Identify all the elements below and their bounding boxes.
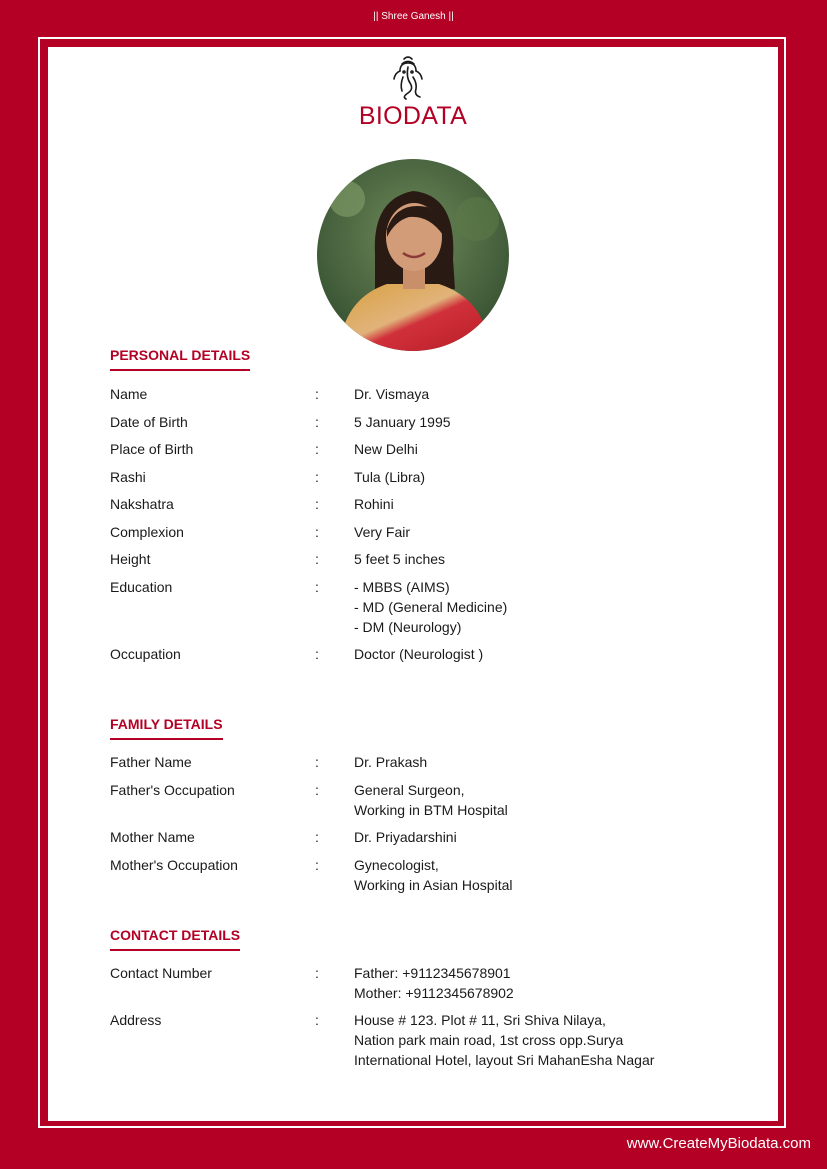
- value-line: New Delhi: [354, 441, 418, 457]
- family-detail-label: Father's Occupation: [110, 782, 235, 798]
- value-line: International Hotel, layout Sri MahanEsha Nagar: [354, 1052, 655, 1068]
- value-line: Dr. Vismaya: [354, 386, 430, 402]
- value-line: - MD (General Medicine): [354, 599, 508, 615]
- colon-separator: :: [315, 414, 319, 430]
- colon-separator: :: [315, 754, 319, 770]
- colon-separator: :: [315, 441, 319, 457]
- contact-detail-label: Address: [110, 1012, 162, 1028]
- personal-detail-value: [354, 494, 394, 514]
- personal-detail-value: [354, 522, 410, 542]
- personal-detail-value: [354, 549, 445, 569]
- colon-separator: :: [315, 524, 319, 540]
- value-line: Rohini: [354, 496, 394, 512]
- family-detail-label: Mother's Occupation: [110, 857, 238, 873]
- family-detail-value: [354, 752, 427, 772]
- colon-separator: :: [315, 551, 319, 567]
- family-detail-value: [354, 827, 457, 847]
- contact-details-heading: CONTACT DETAILS: [110, 927, 240, 951]
- value-line: Working in BTM Hospital: [354, 802, 508, 818]
- colon-separator: :: [315, 496, 319, 512]
- value-line: Tula (Libra): [354, 469, 426, 485]
- colon-separator: :: [315, 469, 319, 485]
- colon-separator: :: [315, 646, 319, 662]
- personal-detail-label: Nakshatra: [110, 496, 174, 512]
- value-line: Doctor (Neurologist ): [354, 646, 484, 662]
- value-line: Father: +9112345678901: [354, 965, 511, 981]
- personal-detail-value: [354, 577, 507, 637]
- value-line: House # 123. Plot # 11, Sri Shiva Nilaya,: [354, 1012, 606, 1028]
- value-line: Gynecologist,: [354, 857, 439, 873]
- value-line: - DM (Neurology): [354, 619, 462, 635]
- colon-separator: :: [315, 965, 319, 981]
- contact-detail-label: Contact Number: [110, 965, 212, 981]
- personal-detail-label: Complexion: [110, 524, 184, 540]
- personal-detail-label: Height: [110, 551, 151, 567]
- personal-detail-value: [354, 644, 483, 664]
- personal-detail-value: [354, 467, 425, 487]
- ganesh-icon: [390, 55, 426, 101]
- shree-ganesh-header: || Shree Ganesh ||: [373, 11, 454, 22]
- value-line: - MBBS (AIMS): [354, 579, 450, 595]
- value-line: 5 feet 5 inches: [354, 551, 446, 567]
- family-detail-label: Father Name: [110, 754, 192, 770]
- colon-separator: :: [315, 386, 319, 402]
- family-detail-value: [354, 855, 512, 895]
- personal-detail-label: Name: [110, 386, 148, 402]
- personal-detail-value: [354, 439, 418, 459]
- family-detail-label: Mother Name: [110, 829, 195, 845]
- contact-detail-value: [354, 1010, 654, 1070]
- value-line: Mother: +9112345678902: [354, 985, 514, 1001]
- personal-detail-value: [354, 412, 451, 432]
- colon-separator: :: [315, 579, 319, 595]
- contact-detail-value: [354, 963, 514, 1003]
- personal-detail-value: [354, 384, 429, 404]
- family-detail-value: [354, 780, 508, 820]
- page-title: BIODATA: [358, 102, 468, 130]
- value-line: Working in Asian Hospital: [354, 877, 513, 893]
- value-line: 5 January 1995: [354, 414, 451, 430]
- biodata-page: [48, 47, 778, 1121]
- value-line: Dr. Priyadarshini: [354, 829, 457, 845]
- personal-detail-label: Education: [110, 579, 173, 595]
- profile-photo: [317, 159, 509, 351]
- colon-separator: :: [315, 1012, 319, 1028]
- colon-separator: :: [315, 782, 319, 798]
- colon-separator: :: [315, 857, 319, 873]
- personal-detail-label: Date of Birth: [110, 414, 188, 430]
- value-line: Nation park main road, 1st cross opp.Surya: [354, 1032, 624, 1048]
- value-line: Very Fair: [354, 524, 411, 540]
- personal-detail-label: Rashi: [110, 469, 146, 485]
- colon-separator: :: [315, 829, 319, 845]
- family-details-heading: FAMILY DETAILS: [110, 716, 223, 740]
- value-line: Dr. Prakash: [354, 754, 428, 770]
- personal-detail-label: Place of Birth: [110, 441, 194, 457]
- website-footer: www.CreateMyBiodata.com: [626, 1135, 811, 1152]
- personal-details-heading: PERSONAL DETAILS: [110, 347, 250, 371]
- value-line: General Surgeon,: [354, 782, 465, 798]
- personal-detail-label: Occupation: [110, 646, 181, 662]
